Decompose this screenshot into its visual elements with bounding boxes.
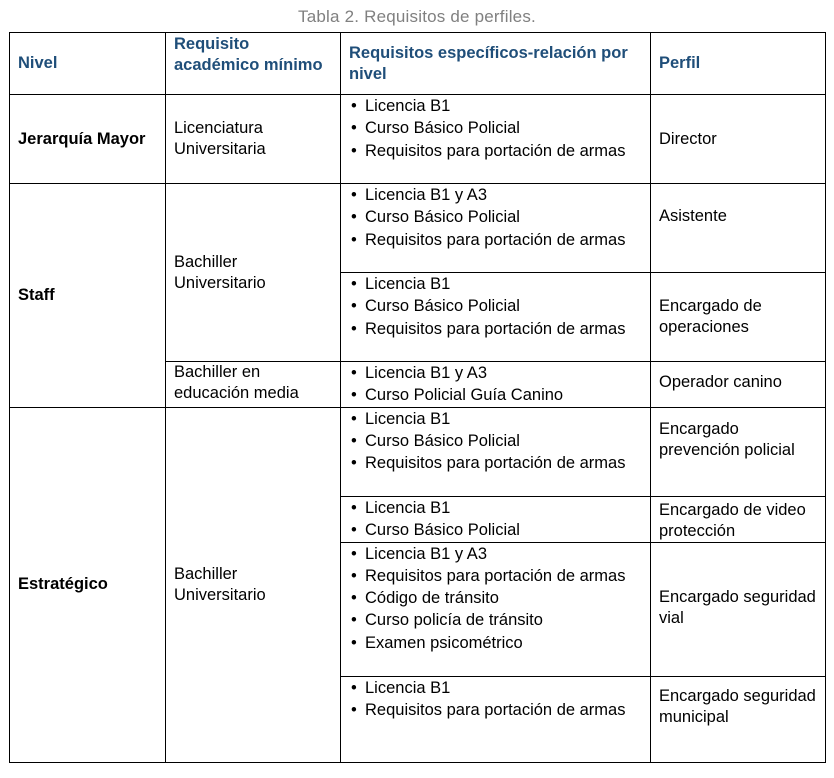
list-item: • Curso Básico Policial: [351, 520, 520, 539]
list-item: • Código de tránsito: [351, 589, 499, 608]
requirements-cell: [341, 407, 651, 496]
list-item: • Requisitos para portación de armas: [351, 141, 626, 160]
requirements-list: [349, 362, 642, 407]
profile-cell: Encargado seguridad municipal: [651, 676, 826, 762]
list-item: • Curso Básico Policial: [351, 119, 520, 138]
requirements-list: [349, 497, 642, 542]
requirements-cell: [341, 676, 651, 762]
profile-cell: Encargado prevención policial: [651, 407, 826, 496]
profile-cell: Encargado seguridad vial: [651, 542, 826, 676]
header-requisito-academico: Requisito académico mínimo: [166, 33, 341, 95]
requirements-list: [349, 408, 642, 475]
list-item: • Curso Básico Policial: [351, 208, 520, 227]
list-item: • Licencia B1 y A3: [351, 186, 487, 204]
academic-cell: Bachiller en educación media: [166, 362, 341, 408]
requirements-cell: [341, 542, 651, 676]
requirements-list: [349, 184, 642, 251]
requirements-cell: [341, 273, 651, 362]
header-nivel: Nivel: [10, 33, 166, 95]
profiles-table: [9, 32, 826, 763]
list-item: • Licencia B1: [351, 498, 451, 517]
requirements-list: [349, 95, 642, 162]
table-row: [10, 407, 826, 496]
academic-cell: Bachiller Universitario: [166, 407, 341, 762]
list-item: • Licencia B1: [351, 97, 451, 115]
academic-cell: Bachiller Universitario: [166, 184, 341, 362]
table-row: [10, 184, 826, 273]
list-item: • Licencia B1: [351, 409, 451, 428]
level-cell: Estratégico: [10, 407, 166, 762]
list-item: • Requisitos para portación de armas: [351, 566, 626, 585]
list-item: • Curso Básico Policial: [351, 431, 520, 450]
list-item: • Requisitos para portación de armas: [351, 700, 626, 719]
list-item: • Licencia B1 y A3: [351, 544, 487, 563]
header-perfil: Perfil: [651, 33, 826, 95]
header-requisitos-especificos: Requisitos específicos-relación por nivel: [341, 33, 651, 95]
profile-cell: Asistente: [651, 184, 826, 273]
list-item: • Licencia B1 y A3: [351, 364, 487, 382]
list-item: • Licencia B1: [351, 275, 451, 293]
requirements-list: [349, 273, 642, 340]
requirements-cell: [341, 362, 651, 408]
list-item: • Requisitos para portación de armas: [351, 230, 626, 249]
list-item: • Curso policía de tránsito: [351, 611, 543, 630]
table-row: [10, 95, 826, 184]
level-cell: Staff: [10, 184, 166, 408]
list-item: • Curso Básico Policial: [351, 297, 520, 316]
table-header-row: [10, 33, 826, 95]
profile-cell: Encargado de video protección: [651, 496, 826, 542]
table-caption: Tabla 2. Requisitos de perfiles.: [298, 7, 536, 26]
list-item: • Curso Policial Guía Canino: [351, 386, 564, 405]
requirements-cell: [341, 95, 651, 184]
requirements-cell: [341, 496, 651, 542]
requirements-cell: [341, 184, 651, 273]
list-item: • Requisitos para portación de armas: [351, 454, 626, 473]
list-item: • Requisitos para portación de armas: [351, 319, 626, 338]
profile-cell: Encargado de operaciones: [651, 273, 826, 362]
profile-cell: Operador canino: [651, 362, 826, 408]
list-item: • Licencia B1: [351, 678, 451, 697]
level-cell: Jerarquía Mayor: [10, 95, 166, 184]
list-item: • Examen psicométrico: [351, 633, 523, 652]
profile-cell: Director: [651, 95, 826, 184]
academic-cell: Licenciatura Universitaria: [166, 95, 341, 184]
requirements-list: [349, 677, 642, 722]
requirements-list: [349, 543, 642, 654]
